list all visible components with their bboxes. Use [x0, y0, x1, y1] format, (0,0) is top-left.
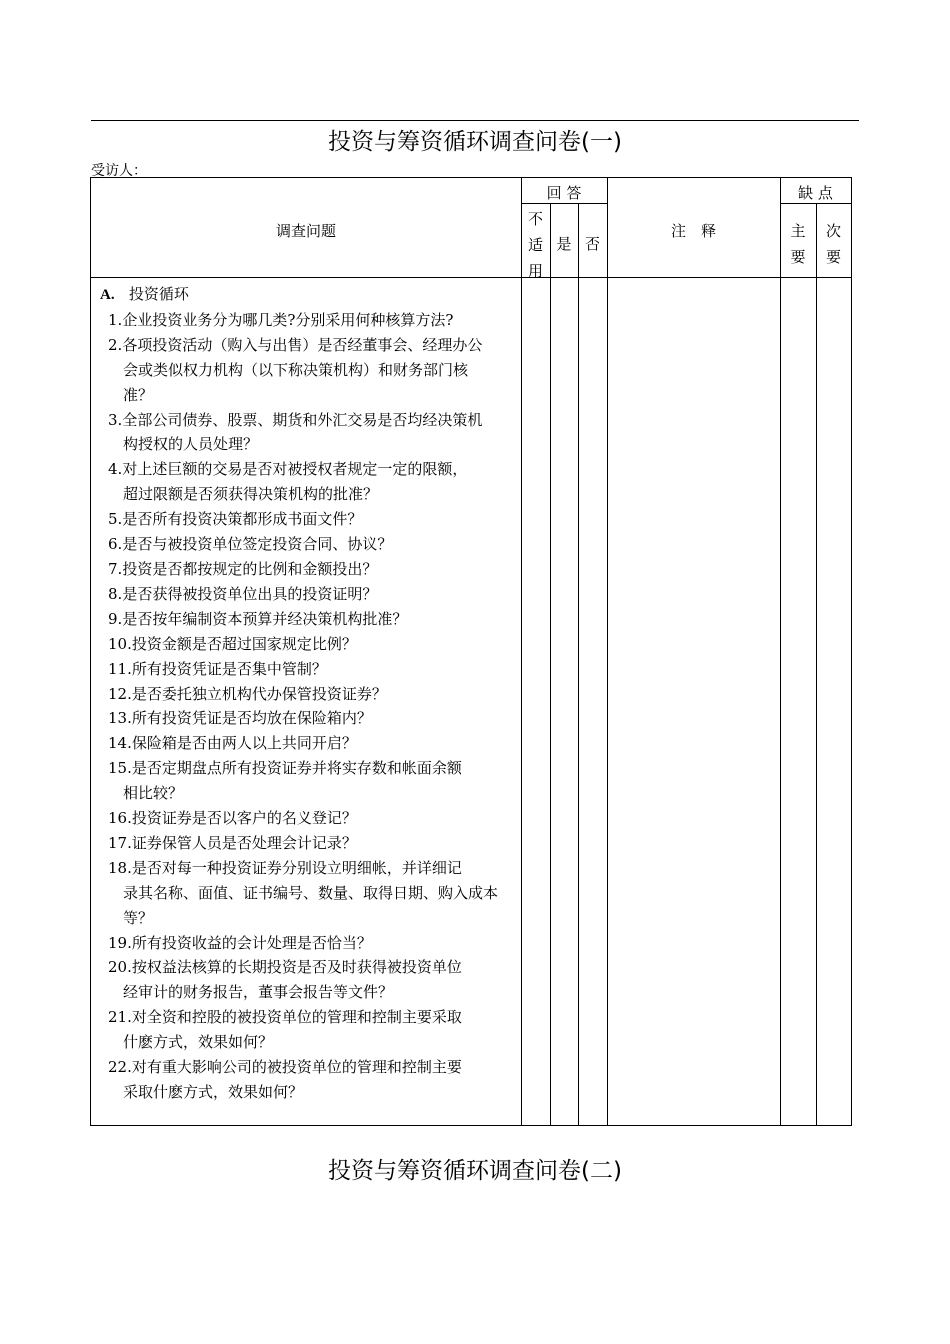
- question-number: 20.: [108, 958, 132, 977]
- question-text: 构授权的人员处理？: [123, 435, 259, 454]
- section-name: 投资循环: [128, 285, 189, 303]
- col-divider-no: [607, 177, 608, 1125]
- question-text: 对有重大影响公司的被投资单位的管理和控制主要: [131, 1058, 462, 1077]
- question-number: 18.: [108, 858, 132, 877]
- question-number: 16.: [108, 809, 132, 828]
- question-text: 超过限额是否须获得决策机构的批准？: [123, 485, 379, 504]
- question-text: 是否所有投资决策都形成书面文件？: [122, 510, 363, 529]
- question-number: 2.: [108, 335, 123, 354]
- col-divider-na: [550, 203, 551, 1125]
- section-heading: [100, 282, 520, 308]
- question-item: [100, 582, 520, 607]
- question-item: [100, 632, 520, 657]
- col-divider-question: [521, 177, 522, 1125]
- question-text: 是否与被投资单位签定投资合同、协议？: [122, 535, 393, 554]
- col-divider-yes: [578, 203, 579, 1125]
- question-item: [100, 682, 520, 707]
- question-item: [100, 408, 520, 458]
- question-item: [100, 557, 520, 582]
- question-text: 所有投资凭证是否均放在保险箱内？: [131, 709, 372, 728]
- question-item: [100, 1005, 520, 1055]
- next-page-title: 投资与筹资循环调查问卷(二): [328, 1158, 622, 1184]
- top-rule: [91, 120, 859, 121]
- question-text: 是否定期盘点所有投资证券并将实存数和帐面余额: [131, 759, 462, 778]
- question-item: [100, 931, 520, 956]
- question-item: [100, 806, 520, 831]
- question-item: [100, 706, 520, 731]
- question-text: 是否按年编制资本预算并经决策机构批准？: [122, 609, 408, 628]
- header-no: 否: [584, 235, 600, 253]
- question-number: 9.: [108, 609, 123, 628]
- question-number: 15.: [108, 759, 132, 778]
- question-text: 经审计的财务报告，董事会报告等文件？: [123, 983, 394, 1002]
- question-number: 13.: [108, 709, 132, 728]
- question-text: 投资是否都按规定的比例和金额投出？: [122, 559, 378, 578]
- interviewee-label: 受访人：: [91, 163, 147, 179]
- header-yes: 是: [556, 235, 572, 253]
- question-item: [100, 731, 520, 756]
- question-number: 3.: [108, 410, 123, 429]
- col-divider-remarks: [780, 177, 781, 1125]
- question-text: 会或类似权力机构（以下称决策机构）和财务部门核: [123, 360, 469, 379]
- question-text: 是否获得被投资单位出具的投资证明？: [122, 584, 378, 603]
- page-title: 投资与筹资循环调查问卷(一): [328, 129, 622, 155]
- question-item: [100, 532, 520, 557]
- header-divider: [91, 277, 851, 278]
- question-item: [100, 955, 520, 1005]
- question-number: 21.: [108, 1008, 132, 1027]
- question-number: 6.: [108, 535, 123, 554]
- question-text: 所有投资凭证是否集中管制？: [131, 659, 327, 678]
- question-text: 什麽方式，效果如何？: [123, 1033, 274, 1052]
- question-item: [100, 308, 520, 333]
- question-text: 对上述巨额的交易是否对被授权者规定一定的限额，: [122, 460, 468, 479]
- header-major: 主 要: [790, 222, 806, 266]
- question-item: [100, 1055, 520, 1105]
- header-remarks: 注 释: [670, 222, 716, 240]
- question-number: 11.: [108, 659, 132, 678]
- question-text: 相比较？: [123, 784, 184, 803]
- question-text: 保险箱是否由两人以上共同开启？: [131, 734, 357, 753]
- question-text: 所有投资收益的会计处理是否恰当？: [131, 933, 372, 952]
- question-text: 是否对每一种投资证券分别设立明细帐，并详细记: [131, 858, 462, 877]
- question-text: 证券保管人员是否处理会计记录？: [131, 833, 357, 852]
- question-item: [100, 657, 520, 682]
- question-number: 19.: [108, 933, 132, 952]
- question-number: 14.: [108, 734, 132, 753]
- section-letter: A.: [100, 287, 115, 303]
- question-text: 各项投资活动（购入与出售）是否经董事会、经理办公: [122, 335, 483, 354]
- question-item: [100, 756, 520, 806]
- question-number: 17.: [108, 833, 132, 852]
- question-text: 全部公司债券、股票、期货和外汇交易是否均经决策机: [122, 410, 483, 429]
- question-number: 22.: [108, 1058, 132, 1077]
- header-minor: 次 要: [825, 222, 841, 266]
- header-weakness-group: 缺 点: [798, 184, 833, 202]
- col-divider-major: [816, 203, 817, 1125]
- question-number: 1.: [108, 310, 123, 329]
- question-number: 10.: [108, 634, 132, 653]
- question-number: 4.: [108, 460, 123, 479]
- question-number: 8.: [108, 584, 123, 603]
- question-item: [100, 831, 520, 856]
- question-item: [100, 333, 520, 408]
- question-list: [100, 282, 520, 1105]
- question-number: 7.: [108, 559, 123, 578]
- question-text: 等？: [123, 908, 154, 927]
- question-text: 按权益法核算的长期投资是否及时获得被投资单位: [131, 958, 462, 977]
- header-answer-group: 回 答: [546, 184, 582, 202]
- question-text: 准？: [123, 385, 154, 404]
- question-item: [100, 507, 520, 532]
- question-text: 投资金额是否超过国家规定比例？: [131, 634, 357, 653]
- question-item: [100, 457, 520, 507]
- header-question: 调查问题: [275, 222, 336, 240]
- question-text: 对全资和控股的被投资单位的管理和控制主要采取: [131, 1008, 462, 1027]
- question-text: 是否委托独立机构代办保管投资证券？: [131, 684, 387, 703]
- question-item: [100, 607, 520, 632]
- question-text: 录其名称、面值、证书编号、数量、取得日期、购入成本: [123, 883, 499, 902]
- question-text: 采取什麽方式，效果如何？: [123, 1083, 304, 1101]
- question-number: 12.: [108, 684, 132, 703]
- question-text: 投资证券是否以客户的名义登记？: [131, 809, 357, 828]
- question-number: 5.: [108, 510, 123, 529]
- question-text: 企业投资业务分为哪几类?分别采用何种核算方法?: [122, 310, 454, 329]
- question-item: [100, 856, 520, 931]
- header-not-applicable: 不 适 用: [527, 210, 543, 280]
